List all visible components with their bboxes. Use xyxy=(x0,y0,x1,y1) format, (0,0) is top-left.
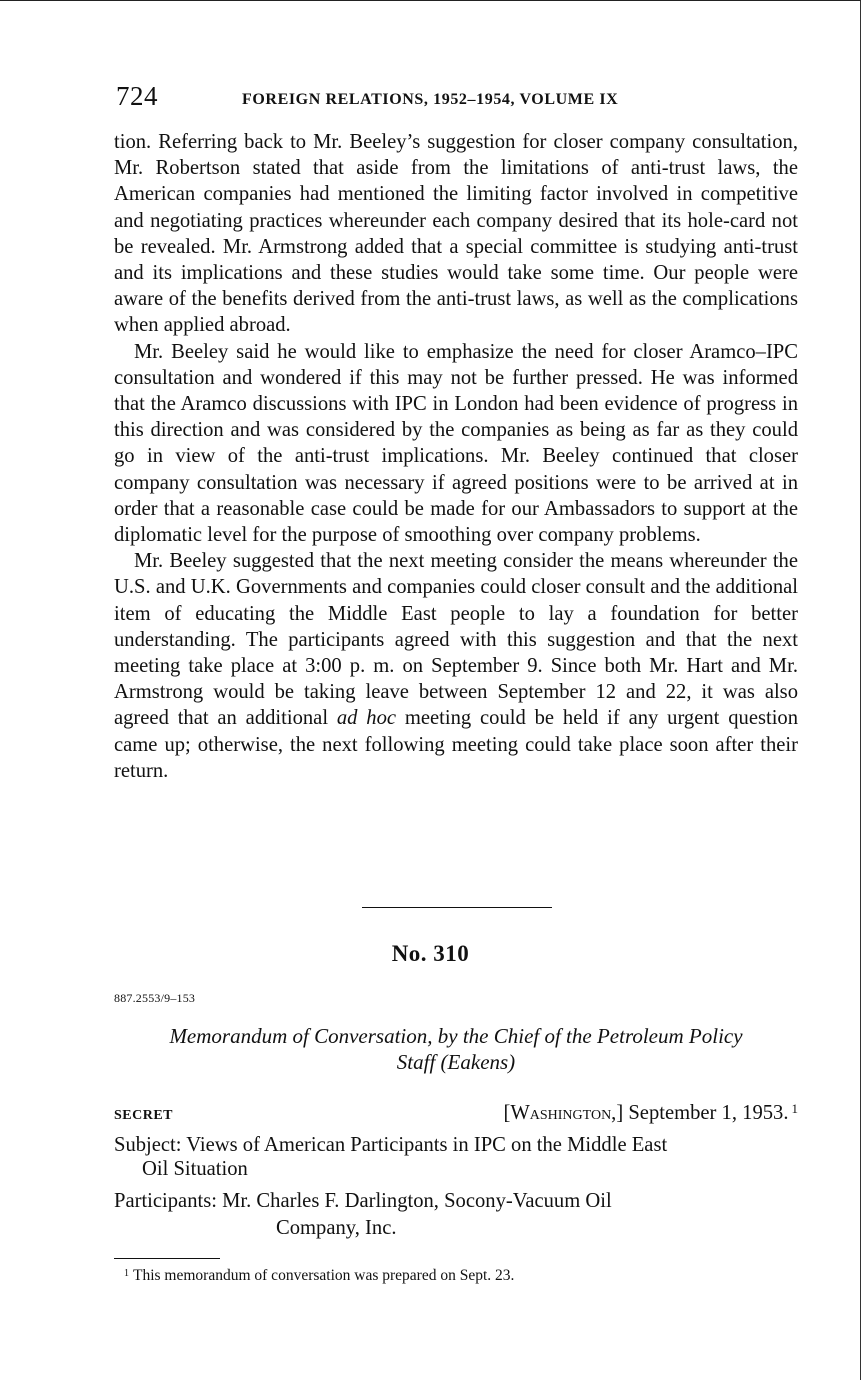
section-divider xyxy=(362,907,552,908)
place-date xyxy=(503,1101,798,1125)
document-title-line-1: Memorandum of Conversation, by the Chief of the Petroleum Policy xyxy=(169,1024,743,1048)
date: September 1, 1953. xyxy=(628,1102,789,1124)
classification-label: SECRET xyxy=(114,1108,174,1123)
participants-line-1: Participants: Mr. Charles F. Darlington, Socony-Vacuum Oil xyxy=(114,1190,612,1212)
place: [Washington,] xyxy=(503,1102,624,1124)
footnote-text: This memorandum of conversation was prepared on Sept. 23. xyxy=(133,1267,515,1284)
subject-line-1: Subject: Views of American Participants in IPC on the Middle East xyxy=(114,1134,668,1156)
footnote-marker: 1 xyxy=(124,1268,129,1279)
footnote-reference: 1 xyxy=(791,1101,798,1116)
subject-line-2: Oil Situation xyxy=(142,1158,248,1180)
running-title: FOREIGN RELATIONS, 1952–1954, VOLUME IX xyxy=(242,91,619,108)
document-title-line-2: Staff (Eakens) xyxy=(396,1050,516,1074)
footnote xyxy=(124,1267,514,1285)
paragraph-3-text-b: meeting could be held if any urgent question came up; otherwise, the next following meeting could take place soon after their return. xyxy=(114,707,799,782)
document-number: No. 310 xyxy=(391,941,470,966)
page-number: 724 xyxy=(116,81,158,111)
file-reference: 887.2553/9–153 xyxy=(114,991,196,1005)
body-text xyxy=(114,129,798,784)
paragraph-3-text-a: Mr. Beeley suggested that the next meeting consider the means whereunder the U.S. and U.K. Governments and companies could closer consult and the additional item of educating the Middle East people to lay a foundation for better understanding. The participants agreed with this suggestion and that the next meeting take place at 3:00 p. m. on September 9. Since both Mr. Hart and Mr. Armstrong would be taking leave between September 12 and 22, it was also agreed that an additional xyxy=(114,550,798,730)
footnote-divider xyxy=(114,1258,220,1259)
subject-line xyxy=(114,1133,804,1181)
paragraph-1: tion. Referring back to Mr. Beeley’s suggestion for closer company consultation, Mr. Robertson stated that aside from the limitations of anti-trust laws, the American companies had mentioned the limiting factor involved in competitive and negotiating practices whereunder each company desired that its hole-card not be revealed. Mr. Armstrong added that a special committee is studying anti-trust and its implications and these studies would take some time. Our people were aware of the benefits derived from the anti-trust laws, as well as the complications when applied abroad. xyxy=(114,131,798,337)
paragraph-3-italic: ad hoc xyxy=(336,707,397,730)
paragraph-3 xyxy=(114,548,798,784)
participants-line-2: Company, Inc. xyxy=(276,1217,397,1239)
paragraph-2: Mr. Beeley said he would like to emphasize the need for closer Aramco–IPC consultation and wondered if this may not be further pressed. He was informed that the Aramco discussions with IPC in London had been evidence of progress in this direction and was considered by the companies as being as far as they could go in view of the anti-trust implications. Mr. Beeley continued that closer company consultation was necessary if agreed positions were to be arrived at in order that a reasonable case could be made for our Ambassadors to support at the diplomatic level for the purpose of smoothing over company problems. xyxy=(114,340,798,547)
document-title xyxy=(114,1023,798,1075)
page-header xyxy=(114,81,804,115)
participants xyxy=(114,1188,804,1242)
